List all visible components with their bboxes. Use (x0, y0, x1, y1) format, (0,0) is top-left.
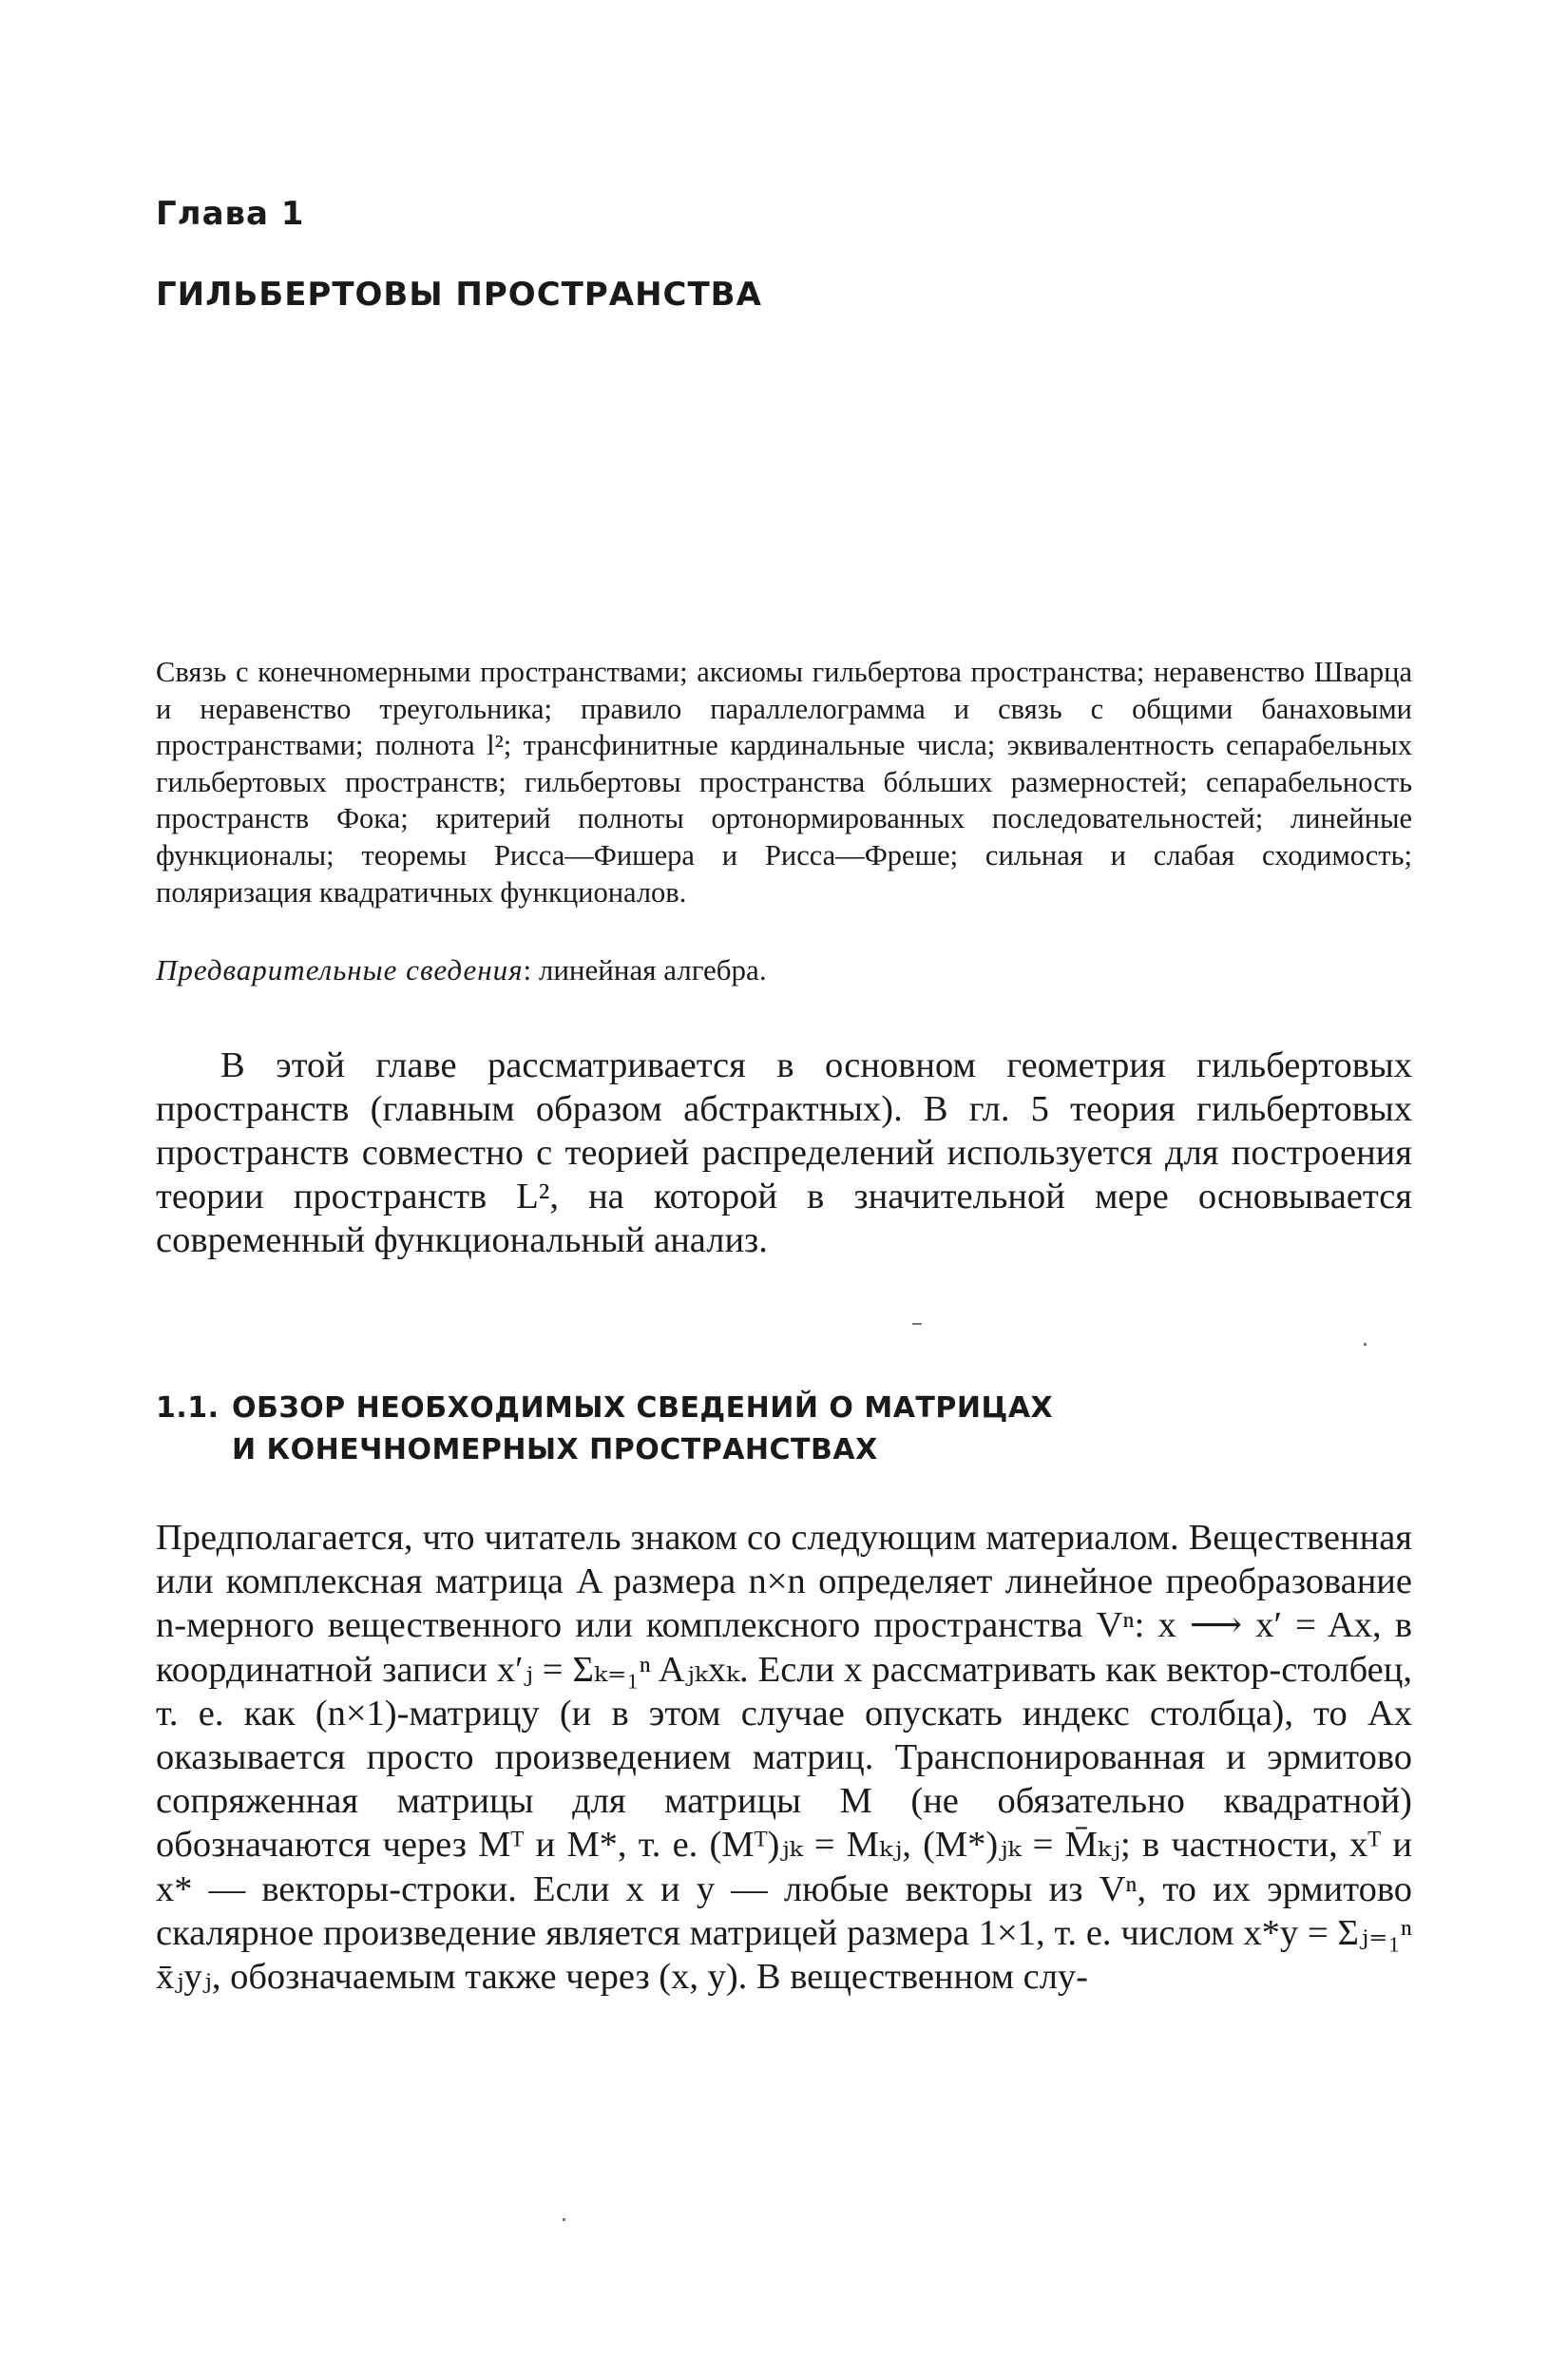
section-number: 1.1. (156, 1391, 220, 1425)
scan-speck (563, 2218, 565, 2221)
scan-speck (912, 1323, 922, 1325)
section-heading (156, 1388, 1053, 1471)
chapter-abstract: Связь с конечномерными пространствами; аксиомы гильбертова пространства; неравенство Шварца и неравенство треугольника; правило параллелограмма и связь с общими банаховыми пространствами; полнота l²; трансфинитные кардинальные числа; эквивалентность сепарабельных гильбертовых пространств; гильбертовы пространства бóльших размерностей; сепарабельность пространств Фока; критерий полноты ортонормированных последовательностей; линейные функционалы; теоремы Рисса—Фишера и Рисса—Фреше; сильная и слабая сходимость; поляризация квадратичных функционалов. (156, 656, 1412, 909)
intro-paragraph: В этой главе рассматривается в основном геометрия гильбертовых пространств (главным образом абстрактных). В гл. 5 теория гильбертовых пространств совместно с теорией распределений используется для построения теории пространств L², на которой в значительной мере основывается современный функциональный анализ. (156, 1045, 1412, 1260)
prerequisites-value: : линейная алгебра. (523, 953, 767, 986)
section-body-text: Предполагается, что читатель знаком со следующим материалом. Вещественная или комплексная матрица A размера n×n определяет линейное преобразование n-мерного вещественного или комплексного пространства Vⁿ: x ⟶ x′ = Ax, в координатной записи x′ⱼ = Σₖ₌₁ⁿ Aⱼₖxₖ. Если x рассматривать как вектор-столбец, т. е. как (n×1)-матрицу (и в этом случае опускать индекс столбца), то Ax оказывается просто произведением матриц. Транспонированная и эрмитово сопряженная матрицы для матрицы M (не обязательно квадратной) обозначаются через Mᵀ и M*, т. е. (Mᵀ)ⱼₖ = Mₖⱼ, (M*)ⱼₖ = M̄ₖⱼ; в частности, xᵀ и x* — векторы-строки. Если x и y — любые векторы из Vⁿ, то их эрмитово скалярное произведение является матрицей размера 1×1, т. е. числом x*y = Σⱼ₌₁ⁿ x̄ⱼyⱼ, обозначаемым также через (x, y). В вещественном слу- (156, 1518, 1412, 1998)
prerequisites-label: Предварительные сведения (156, 953, 524, 986)
scan-speck (1364, 1343, 1367, 1346)
chapter-label: Глава 1 (156, 195, 305, 233)
section-title-line2: И КОНЕЧНОМЕРНЫХ ПРОСТРАНСТВАХ (232, 1433, 878, 1466)
section-title-line1: ОБЗОР НЕОБХОДИМЫХ СВЕДЕНИЙ О МАТРИЦАХ (232, 1391, 1054, 1425)
prerequisites (156, 953, 767, 987)
chapter-title: ГИЛЬБЕРТОВЫ ПРОСТРАНСТВА (156, 276, 762, 314)
